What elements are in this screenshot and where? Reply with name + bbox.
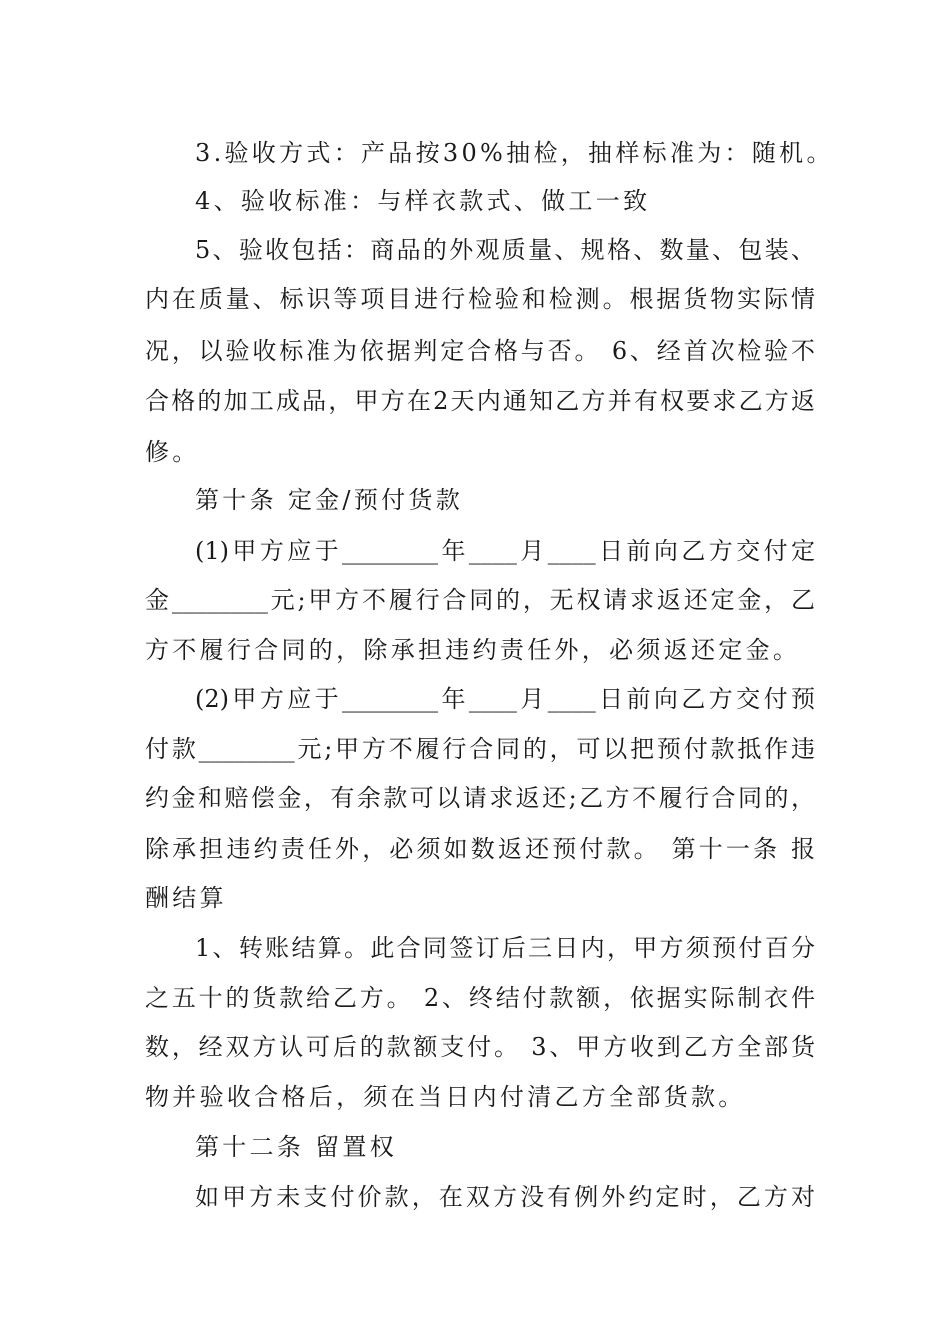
text-line-17: 1、转账结算。此合同签订后三日内，甲方须预付百分 bbox=[195, 934, 815, 962]
text-line-4: 内在质量、标识等项目进行检验和检测。根据货物实际情 bbox=[145, 285, 815, 313]
text-line-14: 约金和赔偿金，有余款可以请求返还;乙方不履行合同的， bbox=[145, 784, 815, 812]
text-line-11: 方不履行合同的，除承担违约责任外，必须返还定金。 bbox=[145, 636, 801, 664]
text-line-13: 付款________元;甲方不履行合同的，可以把预付款抵作违 bbox=[145, 735, 815, 763]
text-line-19: 数，经双方认可后的款额支付。 3、甲方收到乙方全部货 bbox=[145, 1033, 815, 1061]
text-line-18: 之五十的货款给乙方。 2、终结付款额，依据实际制衣件 bbox=[145, 984, 815, 1012]
text-line-2: 4、验收标准：与样衣款式、做工一致 bbox=[195, 187, 651, 215]
section-heading-article-10: 第十条 定金/预付货款 bbox=[195, 486, 464, 514]
text-line-5: 况，以验收标准为依据判定合格与否。 6、经首次检验不 bbox=[145, 337, 815, 365]
text-line-20: 物并验收合格后，须在当日内付清乙方全部货款。 bbox=[145, 1083, 746, 1111]
text-line-10: 金________元;甲方不履行合同的，无权请求返还定金，乙 bbox=[145, 586, 815, 614]
text-line-22: 如甲方未支付价款，在双方没有例外约定时，乙方对 bbox=[195, 1183, 815, 1211]
text-line-3: 5、验收包括：商品的外观质量、规格、数量、包装、 bbox=[195, 236, 815, 264]
text-line-15: 除承担违约责任外，必须如数返还预付款。 第十一条 报 bbox=[145, 835, 815, 863]
text-line-7: 修。 bbox=[145, 438, 200, 466]
section-heading-article-12: 第十二条 留置权 bbox=[195, 1133, 398, 1161]
text-line-9: (1)甲方应于________年____月____日前向乙方交付定 bbox=[195, 537, 815, 565]
text-line-12: (2)甲方应于________年____月____日前向乙方交付预 bbox=[195, 685, 815, 713]
text-line-6: 合格的加工成品，甲方在2天内通知乙方并有权要求乙方返 bbox=[145, 387, 815, 415]
text-line-16: 酬结算 bbox=[145, 884, 227, 912]
text-line-1: 3.验收方式：产品按30%抽检，抽样标准为：随机。 bbox=[195, 139, 834, 167]
